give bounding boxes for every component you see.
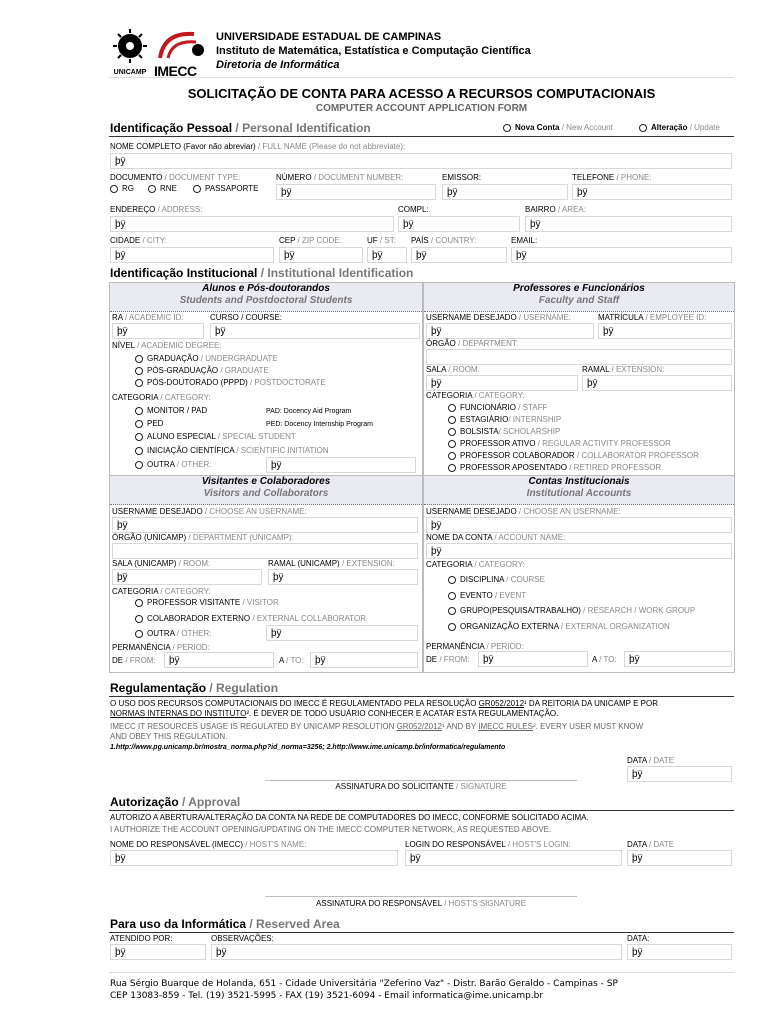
rne-radio[interactable] [148,185,156,193]
employee-id-field[interactable]: þÿ [598,323,732,339]
zip-label: CEP / ZIP CODE: [279,236,342,245]
unicamp-emblem-icon [109,28,151,64]
account-cat-external-org[interactable]: ORGANIZAÇÃO EXTERNA / EXTERNAL ORGANIZATION [448,622,670,632]
visitor-ext-field[interactable]: þÿ [268,569,418,585]
doc-number-label: NÚMERO / DOCUMENT NUMBER: [276,173,404,182]
doc-rg-option[interactable]: RG [110,184,134,194]
new-account-option[interactable]: Nova Conta / New Account [503,123,613,133]
email-label: EMAIL: [511,236,538,245]
address-field[interactable]: þÿ [110,216,394,232]
update-option[interactable]: Alteração / Update [639,123,720,133]
ped-note: PED: Docency Internship Program [266,421,373,428]
phone-field[interactable]: þÿ [572,184,732,200]
doc-passport-option[interactable]: PASSAPORTE [193,184,259,194]
attended-by-label: ATENDIDO POR: [110,934,173,943]
faculty-dept-label: ÓRGÃO / DEPARTMENT: [426,339,519,348]
zip-field[interactable]: þÿ [279,247,363,263]
visitor-to-field[interactable]: þÿ [310,652,418,668]
faculty-cat-active-prof[interactable]: PROFESSOR ATIVO / REGULAR ACTIVITY PROFESSOR [448,439,671,449]
student-cat-special[interactable]: ALUNO ESPECIAL / SPECIAL STUDENT [135,432,296,442]
faculty-cat-intern[interactable]: ESTAGIÁRIO/ INTERNSHIP [448,415,561,425]
applicant-date-field[interactable]: þÿ [627,766,732,782]
student-category-label: CATEGORIA / CATEGORY: [112,393,211,402]
doc-rne-option[interactable]: RNE [148,184,177,194]
account-category-label: CATEGORIA / CATEGORY: [426,560,525,569]
unicamp-logo-text: UNICAMP [113,69,147,76]
applicant-signature-label: ASSINATURA DO SOLICITANTE / SIGNATURE [335,782,507,791]
visitor-room-field[interactable]: þÿ [112,569,262,585]
account-cat-course[interactable]: DISCIPLINA / COURSE [448,575,545,585]
account-period-label: PERMANÊNCIA / PERIOD: [426,642,524,651]
account-from-label: DE / FROM: [426,655,470,664]
visitor-to-label: A / TO: [279,656,304,665]
internal-rules-link[interactable]: NORMAS INTERNAS DO INSTITUTO [110,709,247,718]
state-field[interactable]: þÿ [367,247,407,263]
faculty-room-label: SALA / ROOM: [426,365,480,374]
area-field[interactable]: þÿ [525,216,732,232]
approval-pt-text: AUTORIZO A ABERTURA/ALTERAÇÃO DA CONTA NA REDE DE COMPUTADORES DO IMECC, CONFORME SOLICITADO ACIMA. [110,813,589,822]
visitor-room-label: SALA (UNICAMP) / ROOM: [112,559,211,568]
visitor-other-field[interactable]: þÿ [266,625,418,641]
host-login-label: LOGIN DO RESPONSÁVEL / HOST'S LOGIN: [405,840,571,849]
host-login-field[interactable]: þÿ [405,850,622,866]
phone-label: TELEFONE / PHONE: [572,173,652,182]
email-field[interactable]: þÿ [511,247,732,263]
update-radio[interactable] [639,124,647,132]
footer-address: Rua Sérgio Buarque de Holanda, 651 - Cidade Universitária "Zeferino Vaz" - Distr. Barão Geraldo - Campinas - SP [110,979,618,989]
host-signature-line[interactable] [265,896,577,897]
faculty-cat-collab-prof[interactable]: PROFESSOR COLABORADOR / COLLABORATOR PROFESSOR [448,451,699,461]
host-date-field[interactable]: þÿ [627,850,732,866]
faculty-header: Professores e Funcionários Faculty and Staff [424,283,734,312]
regulation-en-text: IMECC IT RESOURCES USAGE IS REGULATED BY UNICAMP RESOLUTION GR052/2012¹ AND BY IMECC RULES². EVERY USER MUST KNOW AND OBEY THIS REGULATION. [110,722,644,741]
section-institutional: Identificação Institucional / Institutional Identification [110,266,414,280]
section-regulation: Regulamentação / Regulation [110,681,279,695]
account-cat-group[interactable]: GRUPO(PESQUISA/TRABALHO) / RESEARCH / WORK GROUP [448,606,695,616]
approval-en-text: I AUTHORIZE THE ACCOUNT OPENING/UPDATING ON THE IMECC COMPUTER NETWORK, AS REQUESTED ABOVE. [110,825,552,834]
degree-label: NÍVEL / ACADEMIC DEGREE: [112,341,222,350]
attended-by-field[interactable]: þÿ [110,944,206,960]
visitor-dept-field[interactable] [112,543,418,559]
full-name-field[interactable]: þÿ [110,153,732,169]
degree-option-undergrad[interactable]: GRADUAÇÃO / UNDERGRADUATE [135,354,278,364]
form-subtitle: COMPUTER ACCOUNT APPLICATION FORM [315,103,528,114]
visitor-cat-visiting-prof[interactable]: PROFESSOR VISITANTE / VISITOR [135,598,279,608]
section-personal: Identificação Pessoal / Personal Identification [110,121,371,135]
pad-note: PAD: Docency Aid Program [266,408,352,415]
host-name-label: NOME DO RESPONSÁVEL (IMECC) / HOST'S NAME: [110,840,307,849]
faculty-cat-staff[interactable]: FUNCIONÁRIO / STAFF [448,403,547,413]
section-approval: Autorização / Approval [110,795,241,809]
applicant-signature-line[interactable] [265,780,577,781]
rg-radio[interactable] [110,185,118,193]
form-title: SOLICITAÇÃO DE CONTA PARA ACESSO A RECURSOS COMPUTACIONAIS [187,86,656,101]
compl-label: COMPL: [398,205,429,214]
directorate-name: Diretoria de Informática [216,59,340,71]
reserved-date-field[interactable]: þÿ [627,944,732,960]
faculty-category-label: CATEGORIA / CATEGORY: [426,391,525,400]
accounts-header: Contas Institucionais Institutional Accounts [424,476,734,505]
visitor-category-label: CATEGORIA / CATEGORY: [112,587,211,596]
visitor-cat-external[interactable]: COLABORADOR EXTERNO / EXTERNAL COLLABORATOR [135,614,366,624]
account-name-label: NOME DA CONTA / ACCOUNT NAME: [426,533,566,542]
imecc-logo [154,28,210,79]
visitor-ext-label: RAMAL (UNICAMP) / EXTENSION: [268,559,395,568]
university-name: UNIVERSIDADE ESTADUAL DE CAMPINAS [216,31,442,43]
visitor-dept-label: ÓRGÃO (UNICAMP) / DEPARTMENT (UNICAMP): [112,533,294,542]
institute-name: Instituto de Matemática, Estatística e Computação Científica [216,45,531,57]
faculty-ext-field[interactable]: þÿ [582,375,732,391]
course-label: CURSO / COURSE: [210,313,283,322]
applicant-date-label: DATA / DATE [627,756,675,765]
student-cat-other[interactable]: OUTRA / OTHER: [135,460,211,470]
host-date-label: DATA / DATE [627,840,675,849]
account-username-field[interactable]: þÿ [426,517,732,533]
faculty-username-label: USERNAME DESEJADO / USERNAME: [426,313,571,322]
doc-number-field[interactable]: þÿ [276,184,436,200]
notes-field[interactable]: þÿ [211,944,622,960]
imecc-arc-icon [154,28,210,60]
student-cat-ped[interactable]: PED [135,419,163,429]
country-field[interactable]: þÿ [411,247,507,263]
employee-id-label: MATRÍCULA / EMPLOYEE ID: [598,313,707,322]
student-cat-monitor[interactable]: MONITOR / PAD [135,406,207,416]
city-field[interactable]: þÿ [110,247,274,263]
footer-contact: CEP 13083-859 - Tel. (19) 3521-5995 - FAX (19) 3521-6094 - Email informatica@ime.unicamp.br [110,991,544,1001]
student-other-field[interactable]: þÿ [266,457,416,473]
section-reserved: Para uso da Informática / Reserved Area [110,917,340,931]
issuer-field[interactable]: þÿ [442,184,568,200]
faculty-cat-retired-prof[interactable]: PROFESSOR APOSENTADO / RETIRED PROFESSOR [448,463,661,473]
doc-type-label: DOCUMENTO / DOCUMENT TYPE: [110,173,241,182]
account-name-field[interactable]: þÿ [426,543,732,559]
unicamp-logo [109,28,151,74]
host-signature-label: ASSINATURA DO RESPONSÁVEL / HOST'S SIGNATURE [316,899,526,908]
visitor-from-label: DE / FROM: [112,656,156,665]
faculty-cat-scholar[interactable]: BOLSISTA/ SCHOLARSHIP [448,427,560,437]
regulation-pt-text: O USO DOS RECURSOS COMPUTACIONAIS DO IMECC É REGULAMENTADO PELA RESOLUÇÃO GR052/2012¹ DA REITORIA DA UNICAMP E POR NORMAS INTERNAS DO INSTITUTO². É DEVER DE TODO USUÁRIO CONHECER E ACATAR ESTA REGULAMENTAÇÃO. [110,699,658,718]
account-to-label: A / TO: [592,655,617,664]
account-cat-event[interactable]: EVENTO / EVENT [448,591,526,601]
notes-label: OBSERVAÇÕES: [211,934,274,943]
visitor-cat-other[interactable]: OUTRA / OTHER: [135,629,211,639]
resolution-link[interactable]: GR052/2012 [478,699,525,708]
faculty-ext-label: RAMAL / EXTENSION: [582,365,665,374]
address-label: ENDEREÇO / ADDRESS: [110,205,203,214]
degree-option-postdoc[interactable]: PÓS-DOUTORADO (PPPD) / POSTDOCTORATE [135,378,326,388]
faculty-room-field[interactable]: þÿ [426,375,578,391]
course-field[interactable]: þÿ [210,323,420,339]
visitor-period-label: PERMANÊNCIA / PERIOD: [112,643,210,652]
reserved-date-label: DATA: [627,934,650,943]
country-label: PAÍS / COUNTRY: [411,236,477,245]
account-to-field[interactable]: þÿ [624,651,732,667]
account-username-label: USERNAME DESEJADO / CHOOSE AN USERNAME: [426,507,621,516]
visitors-header: Visitantes e Colaboradores Visitors and Collaborators [110,476,422,505]
visitor-from-field[interactable]: þÿ [164,652,274,668]
student-cat-initiation[interactable]: INICIAÇÃO CIENTÍFICA / SCIENTIFIC INITIATION [135,446,329,456]
regulation-references: 1.http://www.pg.unicamp.br/mostra_norma.php?id_norma=3256; 2.http://www.ime.unicamp.br/informatica/regulamento [110,744,506,751]
compl-field[interactable]: þÿ [398,216,520,232]
area-label: BAIRRO / AREA: [525,205,586,214]
faculty-dept-field[interactable] [426,349,732,365]
city-label: CIDADE / CITY: [110,236,167,245]
full-name-label: NOME COMPLETO (Favor não abreviar) / FULL NAME (Please do not abbreviate): [110,142,406,151]
passport-radio[interactable] [193,185,201,193]
new-account-radio[interactable] [503,124,511,132]
issuer-label: EMISSOR: [442,173,482,182]
visitor-username-label: USERNAME DESEJADO / CHOOSE AN USERNAME: [112,507,307,516]
account-from-field[interactable]: þÿ [478,651,588,667]
ra-label: RA / ACADEMIC ID: [112,313,184,322]
host-name-field[interactable]: þÿ [110,850,398,866]
imecc-logo-text: IMECC [154,63,197,79]
degree-option-grad[interactable]: PÓS-GRADUAÇÃO / GRADUATE [135,366,269,376]
state-label: UF / ST: [367,236,396,245]
faculty-username-field[interactable]: þÿ [426,323,594,339]
ra-field[interactable]: þÿ [112,323,204,339]
visitor-username-field[interactable]: þÿ [112,517,418,533]
students-header: Alunos e Pós-doutorandos Students and Postdoctoral Students [110,283,422,312]
